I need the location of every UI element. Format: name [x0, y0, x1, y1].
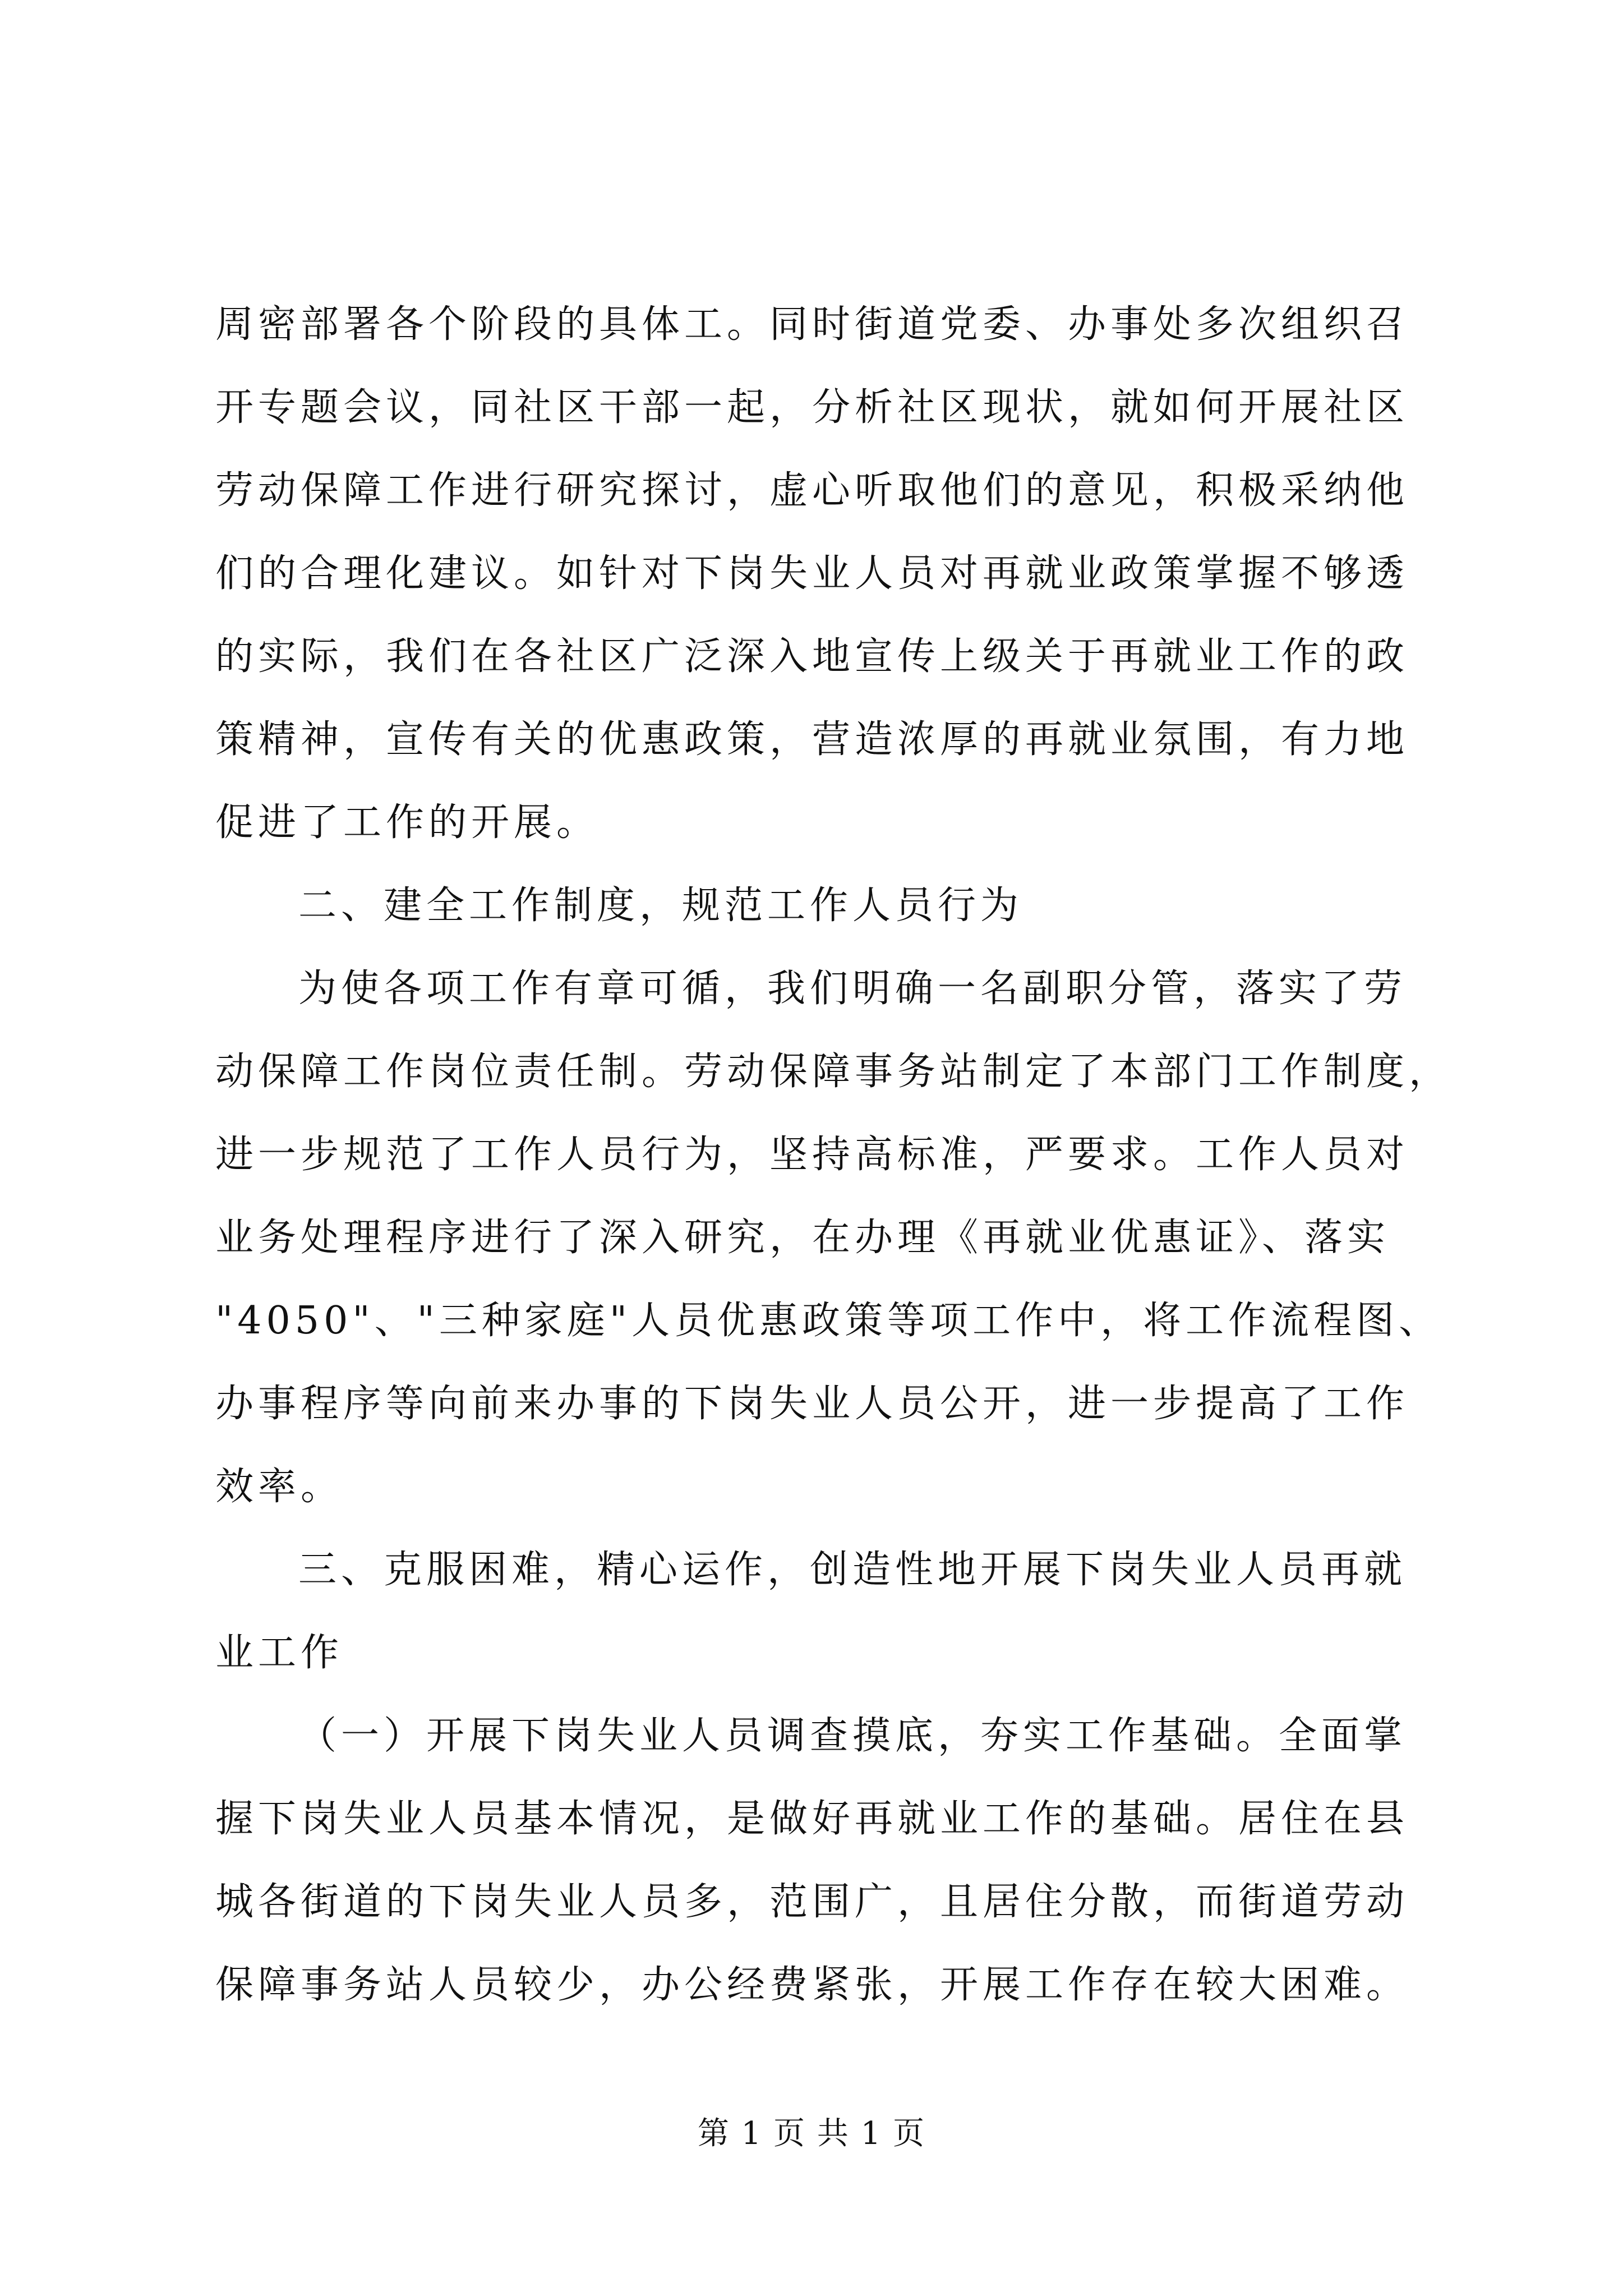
- text-line: 城各街道的下岗失业人员多，范围广，且居住分散，而街道劳动: [215, 1880, 1409, 1924]
- text-line: 效率。: [215, 1465, 344, 1509]
- text-line: "4050"、"三种家庭"人员优惠政策等项工作中，将工作流程图、: [215, 1299, 1442, 1343]
- text-line: 周密部署各个阶段的具体工。同时街道党委、办事处多次组织召: [215, 302, 1409, 347]
- text-line: 为使各项工作有章可循，我们明确一名副职分管，落实了劳: [298, 967, 1407, 1011]
- text-line: 们的合理化建议。如针对下岗失业人员对再就业政策掌握不够透: [215, 551, 1409, 596]
- section-heading-continued: 业工作: [215, 1631, 344, 1675]
- section-heading: 三、克服困难，精心运作，创造性地开展下岗失业人员再就: [298, 1548, 1407, 1592]
- page-footer: [0, 2114, 1623, 2154]
- text-line: 办事程序等向前来办事的下岗失业人员公开，进一步提高了工作: [215, 1382, 1409, 1426]
- text-line: 促进了工作的开展。: [215, 800, 600, 845]
- text-line: 劳动保障工作进行研究探讨，虚心听取他们的意见，积极采纳他: [215, 468, 1409, 513]
- text-line: 握下岗失业人员基本情况，是做好再就业工作的基础。居住在县: [215, 1797, 1409, 1841]
- text-line: 策精神，宣传有关的优惠政策，营造浓厚的再就业氛围，有力地: [215, 717, 1409, 762]
- document-body: [215, 283, 1452, 2027]
- text-line: 业务处理程序进行了深入研究，在办理《再就业优惠证》、落实: [215, 1216, 1390, 1260]
- text-line: 动保障工作岗位责任制。劳动保障事务站制定了本部门工作制度，: [215, 1050, 1452, 1094]
- section-heading: 二、建全工作制度，规范工作人员行为: [298, 884, 1023, 928]
- text-line: 进一步规范了工作人员行为，坚持高标准，严要求。工作人员对: [215, 1133, 1409, 1177]
- page-number: 第 1 页 共 1 页: [697, 2115, 926, 2152]
- text-line: （一）开展下岗失业人员调查摸底，夯实工作基础。全面掌: [298, 1714, 1407, 1758]
- text-line: 开专题会议，同社区干部一起，分析社区现状，就如何开展社区: [215, 385, 1409, 430]
- text-line: 保障事务站人员较少，办公经费紧张，开展工作存在较大困难。: [215, 1963, 1409, 2007]
- text-line: 的实际，我们在各社区广泛深入地宣传上级关于再就业工作的政: [215, 634, 1409, 679]
